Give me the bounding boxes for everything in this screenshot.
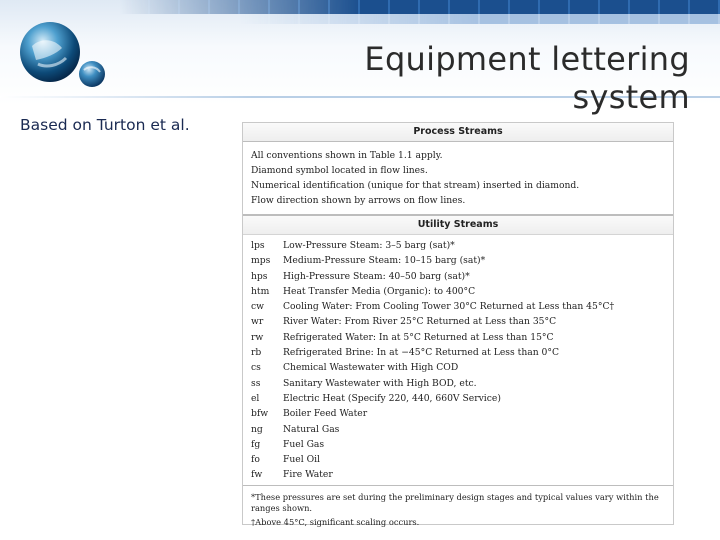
utility-code: htm [251, 285, 270, 297]
utility-row [251, 376, 665, 391]
globe-logo-icon [16, 18, 108, 98]
utility-description: River Water: From River 25°C Returned at Less than 35°C [283, 316, 557, 328]
header-tile-strip [120, 0, 720, 14]
utility-description: Electric Heat (Specify 220, 440, 660V Service) [283, 392, 501, 404]
convention-row: Numerical identification (unique for that stream) inserted in diamond. [251, 180, 580, 191]
utility-description: Refrigerated Brine: In at −45°C Returned at Less than 0°C [283, 347, 560, 359]
utility-description: Cooling Water: From Cooling Tower 30°C Returned at Less than 45°C† [283, 301, 615, 313]
convention-row: Diamond symbol located in flow lines. [251, 165, 428, 176]
utility-row [251, 345, 665, 360]
utility-code: bfw [251, 408, 269, 420]
utility-description: Fire Water [283, 469, 333, 481]
utility-row [251, 284, 665, 299]
process-conventions-list [243, 142, 673, 212]
utility-row [251, 467, 665, 482]
utility-row [251, 330, 665, 345]
convention-row: Flow direction shown by arrows on flow lines. [251, 195, 466, 206]
utility-code: cw [251, 301, 265, 313]
utility-description: Fuel Gas [283, 438, 325, 450]
utility-row [251, 360, 665, 375]
utility-row [251, 406, 665, 421]
utility-description: Fuel Oil [283, 454, 320, 466]
utility-description: Natural Gas [283, 423, 340, 435]
utility-streams-heading: Utility Streams [243, 214, 673, 235]
utility-code: ss [251, 377, 261, 389]
header-tile-strip-secondary [240, 14, 720, 24]
utility-row [251, 253, 665, 268]
utility-code: rw [251, 331, 264, 343]
utility-description: High-Pressure Steam: 40–50 barg (sat)* [283, 270, 470, 282]
utility-row [251, 437, 665, 452]
utility-code: wr [251, 316, 264, 328]
footnote: *These pressures are set during the preliminary design stages and typical values vary within the ranges shown. [251, 491, 659, 514]
utility-description: Sanitary Wastewater with High BOD, etc. [283, 377, 477, 389]
utility-code: hps [251, 270, 268, 282]
utility-code: fg [251, 438, 261, 450]
utility-row [251, 452, 665, 467]
slide-title: Equipment lettering system [364, 40, 690, 116]
utility-description: Medium-Pressure Steam: 10–15 barg (sat)* [283, 255, 486, 267]
utility-description: Low-Pressure Steam: 3–5 barg (sat)* [283, 240, 455, 251]
convention-row: All conventions shown in Table 1.1 apply. [251, 150, 443, 161]
table-footnotes [243, 485, 673, 537]
utility-description: Refrigerated Water: In at 5°C Returned at Less than 15°C [283, 331, 554, 343]
utility-code: rb [251, 347, 262, 359]
footnote: †Above 45°C, significant scaling occurs. [251, 516, 420, 527]
utility-code: cs [251, 362, 261, 374]
utility-row [251, 299, 665, 314]
stream-conventions-table [242, 122, 674, 525]
utility-description: Chemical Wastewater with High COD [283, 362, 459, 374]
utility-row [251, 391, 665, 406]
utility-row [251, 269, 665, 284]
utility-code: ng [251, 423, 263, 435]
utility-code: el [251, 392, 260, 404]
utility-row [251, 314, 665, 329]
utility-code: mps [251, 255, 271, 267]
utility-code: lps [251, 240, 265, 251]
utility-row [251, 422, 665, 437]
process-streams-heading: Process Streams [243, 123, 673, 142]
utility-description: Heat Transfer Media (Organic): to 400°C [283, 285, 476, 297]
utility-code: fw [251, 469, 263, 481]
utility-code: fo [251, 454, 260, 466]
utility-description: Boiler Feed Water [283, 408, 368, 420]
utility-streams-list [243, 235, 673, 485]
source-note: Based on Turton et al. [20, 116, 190, 134]
utility-row [251, 238, 665, 253]
